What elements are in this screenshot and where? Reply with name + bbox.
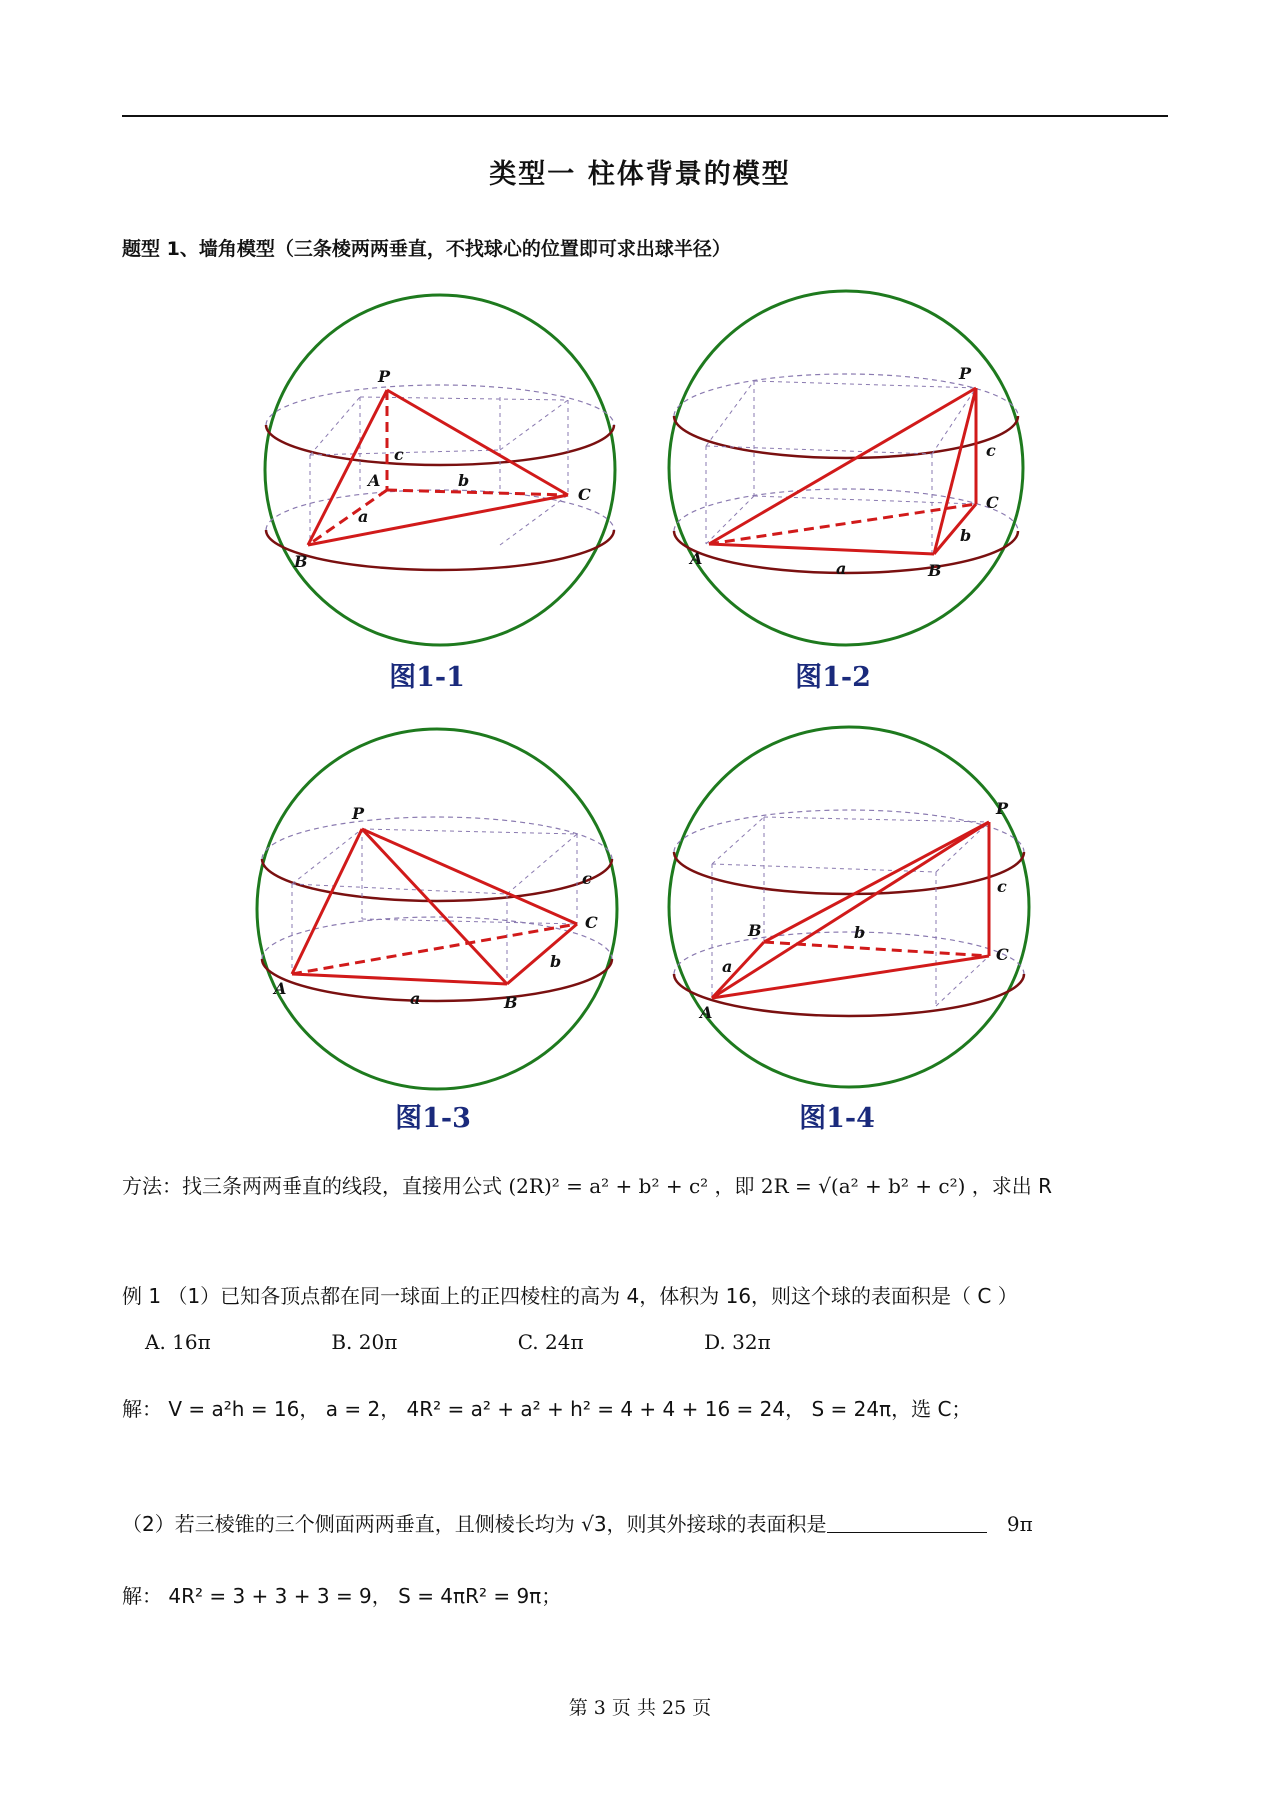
tetrahedron-edges [292,829,577,984]
header-rule [122,115,1168,117]
label-a: a [722,957,733,976]
label-P: P [959,364,972,383]
label-c: c [986,441,996,460]
example-1-solution-1: 解： V = a²h = 16， a = 2， 4R² = a² + a² + h² = 4 + 4 + 16 = 24， S = 24π，选 C； [122,1397,972,1421]
figure-1-3 [252,724,622,1094]
label-a: a [410,989,421,1008]
figure-1-1 [260,290,620,650]
label-P: P [378,367,391,386]
option-a: A. 16π [145,1330,211,1354]
upper-ring-front [674,852,1024,894]
label-a: a [836,559,847,578]
label-C: C [578,485,591,504]
label-A: A [690,549,703,568]
sphere-outline [669,727,1029,1087]
method-suffix: ，求出 R [971,1174,1053,1198]
upper-ring-back [266,385,614,425]
option-d: D. 32π [704,1330,771,1354]
tetrahedron-edges [712,822,989,998]
upper-ring-back [262,817,612,859]
label-c: c [582,869,592,888]
figure-1-1-caption: 图1-1 [389,662,465,693]
method-formula-1: (2R)² = a² + b² + c² [508,1174,709,1198]
figure-1-2-caption: 图1-2 [795,662,871,693]
label-C: C [585,913,598,932]
question-2-answer: 9π [1006,1512,1033,1536]
tetrahedron-edges [308,390,568,545]
figure-1-4-caption: 图1-4 [799,1103,875,1134]
section-subtitle: 题型 1、墙角模型（三条棱两两垂直，不找球心的位置即可求出球半径） [122,238,731,260]
example-1-question-1: 例 1 （1）已知各顶点都在同一球面上的正四棱柱的高为 4，体积为 16，则这个球的表面积是（ C ） [122,1284,1018,1308]
page-title: 类型一 柱体背景的模型 [489,159,791,190]
page-footer: 第 3 页 共 25 页 [568,1697,712,1719]
label-B: B [748,921,762,940]
label-b: b [960,526,972,545]
figure-1-3-caption: 图1-3 [395,1103,471,1134]
label-b: b [854,923,866,942]
upper-ring-front [262,859,612,901]
method-line [122,1170,1052,1199]
label-c: c [394,445,404,464]
label-B: B [294,552,308,571]
sphere-outline [265,295,615,645]
label-A: A [368,471,381,490]
option-b: B. 20π [331,1330,398,1354]
prism-edges [709,388,976,554]
label-b: b [458,471,470,490]
example-1-solution-2: 解： 4R² = 3 + 3 + 3 = 9， S = 4πR² = 9π； [122,1584,562,1608]
label-A: A [700,1003,713,1022]
method-mid: ，即 [714,1174,755,1198]
label-c: c [997,877,1007,896]
label-a: a [358,507,369,526]
upper-ring-front [266,425,614,465]
sphere-outline [669,291,1023,645]
label-B: B [928,561,942,580]
figure-1-2 [664,286,1028,650]
question-2-text: （2）若三棱锥的三个侧面两两垂直，且侧棱长均为 √3，则其外接球的表面积是 [122,1512,827,1536]
label-C: C [986,493,999,512]
label-b: b [550,952,562,971]
lower-ring-front [266,530,614,570]
method-formula-2: 2R = √(a² + b² + c²) [760,1174,966,1198]
answer-blank [827,1512,987,1533]
example-1-question-2 [122,1508,1033,1537]
label-B: B [504,993,518,1012]
label-P: P [352,804,365,823]
label-P: P [996,799,1009,818]
figure-1-4 [664,722,1034,1092]
example-1-options [145,1330,884,1354]
label-A: A [274,979,287,998]
method-prefix: 方法：找三条两两垂直的线段，直接用公式 [122,1174,502,1198]
label-C: C [996,945,1009,964]
option-c: C. 24π [517,1330,584,1354]
